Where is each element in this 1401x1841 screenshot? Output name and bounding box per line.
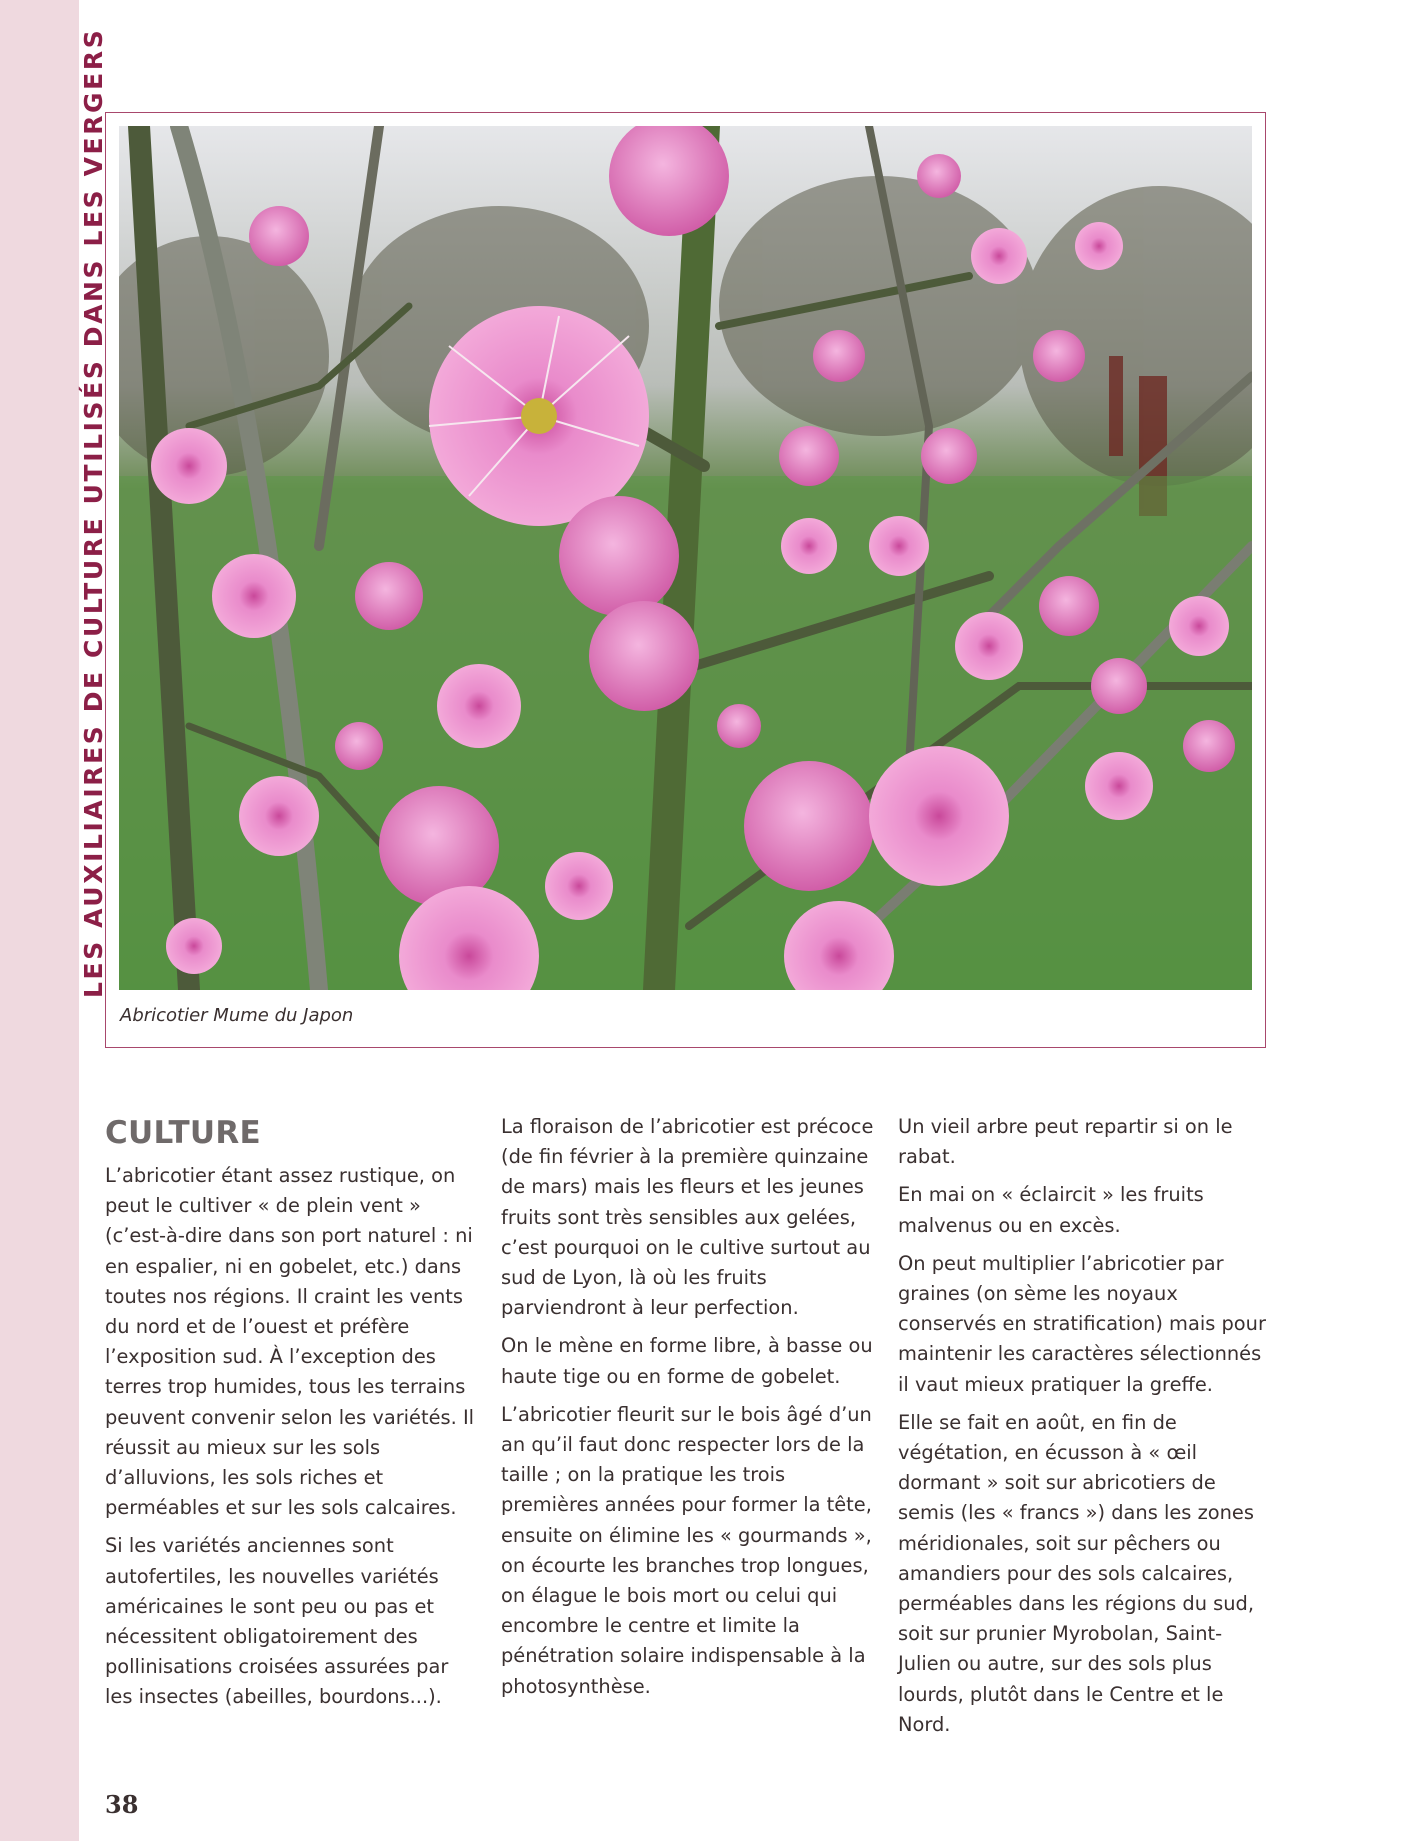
paragraph: En mai on « éclaircit » les fruits malvenus ou en excès. [898,1183,1204,1237]
blossom-photo [119,126,1252,990]
page-number: 38 [105,1790,139,1819]
figure [105,112,1266,1048]
apricot-blossom-image [119,126,1252,990]
paragraph: L’abricotier étant assez rustique, on peut le cultiver « de plein vent » (c’est-à-dire dans son port naturel : ni en espalier, ni en gobelet, etc.) dans toutes nos régions. Il craint les vents du nord et de l’ouest et préfère l’exposition sud. À l’exception des terres trop humides, tous les terrains peuvent convenir selon les variétés. Il réussit au mieux sur les sols d’alluvions, les sols riches et perméables et sur les sols calcaires. [105,1164,475,1520]
paragraph: L’abricotier fleurit sur le bois âgé d’un an qu’il faut donc respecter lors de la taille ; on la pratique les trois premières années pour former la tête, ensuite on élimine les « gourmands », on écourte les branches trop longues, on élague le bois mort ou celui qui encombre le centre et limite la pénétration solaire indispensable à la photosynthèse. [501,1402,872,1698]
figure-caption: Abricotier Mume du Japon [120,1005,354,1026]
text-column-2 [501,1112,875,1710]
paragraph: On peut multiplier l’abricotier par graines (on sème les noyaux conservés en stratification) mais pour maintenir les caractères sélectionnés il vaut mieux pratiquer la greffe. [898,1251,1266,1396]
side-band [0,0,79,1841]
section-heading: CULTURE [105,1115,262,1151]
paragraph: Elle se fait en août, en fin de végétation, en écusson à « œil dormant » soit sur abricotiers de semis (les « francs ») dans les zones méridionales, soit sur pêchers ou amandiers pour des sols calcaires, perméables dans les régions du sud, soit sur prunier Myrobolan, Saint-Julien ou autre, sur des sols plus lourds, plutôt dans le Centre et le Nord. [898,1410,1255,1736]
paragraph: Un vieil arbre peut repartir si on le rabat. [898,1115,1233,1169]
paragraph: On le mène en forme libre, à basse ou haute tige ou en forme de gobelet. [501,1334,873,1388]
paragraph: La floraison de l’abricotier est précoce (de fin février à la première quinzaine de mars) mais les fleurs et les jeunes fruits sont très sensibles aux gelées, c’est pourquoi on le cultive surtout au sud de Lyon, là où les fruits parviendront à leur perfection. [501,1115,874,1320]
paragraph: Si les variétés anciennes sont autofertiles, les nouvelles variétés américaines le sont peu ou pas et nécessitent obligatoirement des pollinisations croisées assurées par les insectes (abeilles, bourdons...). [105,1534,449,1709]
running-header: LES AUXILIAIRES DE CULTURE UTILISÉS DANS LES VERGERS [79,27,108,998]
text-column-1 [105,1161,481,1721]
text-column-3 [898,1112,1266,1748]
